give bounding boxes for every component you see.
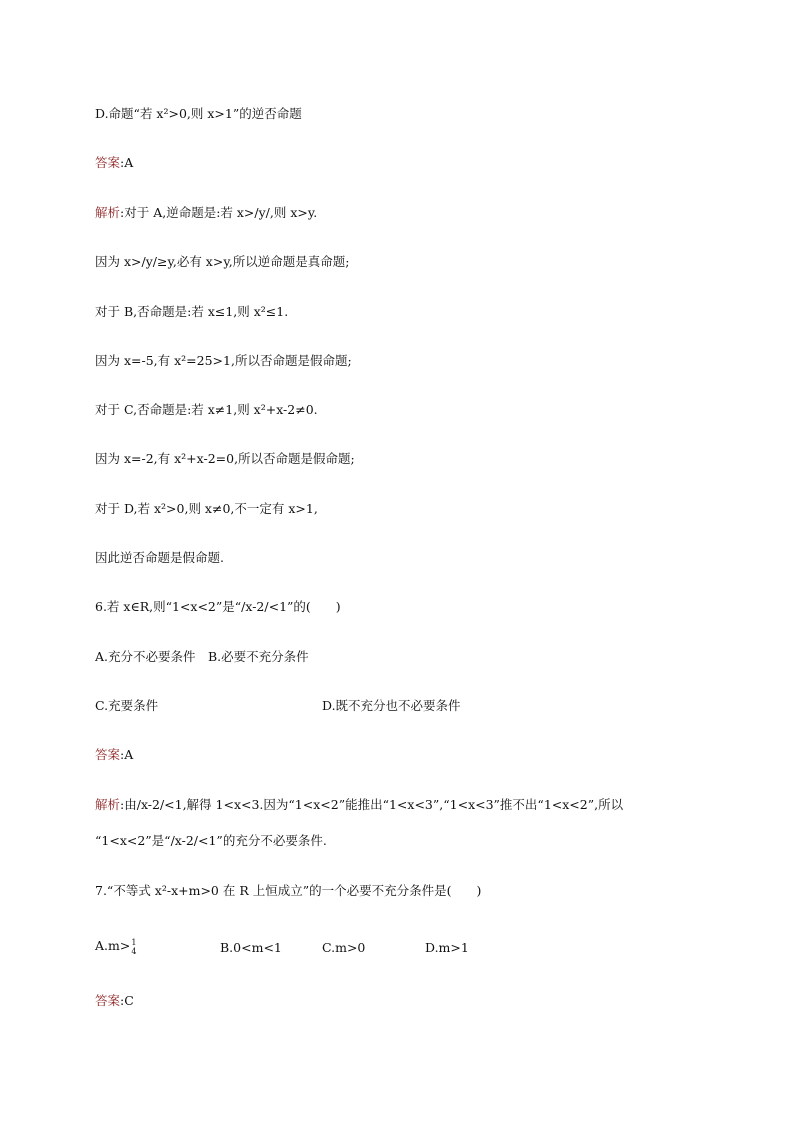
answer-value: A bbox=[124, 747, 134, 762]
analysis-label: 解析 bbox=[95, 797, 121, 812]
q7-option-d: D.m>1 bbox=[425, 940, 469, 955]
answer-line: 答案:A bbox=[95, 747, 134, 762]
question-7: 7.“不等式 x²-x+m>0 在 R 上恒成立”的一个必要不充分条件是( ) bbox=[95, 883, 482, 898]
question-6: 6.若 x∈R,则“1<x<2”是“/x-2/<1”的( ) bbox=[95, 599, 341, 614]
text-line: 因为 x=-2,有 x²+x-2=0,所以否命题是假命题; bbox=[95, 451, 355, 466]
text-line: 对于 B,否命题是:若 x≤1,则 x²≤1. bbox=[95, 304, 289, 319]
text-line: 因此逆否命题是假命题. bbox=[95, 550, 224, 565]
text-line: “1<x<2”是“/x-2/<1”的充分不必要条件. bbox=[95, 833, 327, 848]
answer-value: A bbox=[124, 155, 134, 170]
answer-line: 答案:C bbox=[95, 993, 134, 1008]
q6-option-d: D.既不充分也不必要条件 bbox=[322, 698, 461, 713]
analysis-line bbox=[95, 796, 623, 814]
fraction bbox=[131, 938, 136, 956]
q6-option-c: C.充要条件 bbox=[95, 698, 159, 713]
analysis-text: :由/x-2/<1,解得 1<x<3.因为“1<x<2”能推出“1<x<3”,“1<x<3”推不出“1<x<2”,所以 bbox=[120, 797, 624, 812]
analysis-label: 解析 bbox=[95, 205, 121, 220]
q7-option-a-prefix: A.m> bbox=[95, 938, 131, 953]
answer-line: 答案:A bbox=[95, 155, 134, 170]
analysis-line bbox=[95, 204, 317, 222]
option-d-text: D.命题“若 x²>0,则 x>1”的逆否命题 bbox=[95, 106, 302, 121]
q7-option-b: B.0<m<1 bbox=[220, 940, 282, 955]
q6-options-ab: A.充分不必要条件 B.必要不充分条件 bbox=[95, 649, 309, 664]
answer-label: 答案 bbox=[95, 993, 121, 1008]
q7-option-a bbox=[95, 937, 136, 956]
text-line: 对于 D,若 x²>0,则 x≠0,不一定有 x>1, bbox=[95, 501, 318, 516]
answer-label: 答案 bbox=[95, 155, 121, 170]
answer-label: 答案 bbox=[95, 747, 121, 762]
fraction-numerator: 1 bbox=[131, 937, 137, 947]
text-line: 对于 C,否命题是:若 x≠1,则 x²+x-2≠0. bbox=[95, 402, 318, 417]
answer-value: C bbox=[124, 993, 134, 1008]
text-line: 因为 x>/y/≥y,必有 x>y,所以逆命题是真命题; bbox=[95, 254, 350, 269]
analysis-text: :对于 A,逆命题是:若 x>/y/,则 x>y. bbox=[120, 205, 318, 220]
text-line: 因为 x=-5,有 x²=25>1,所以否命题是假命题; bbox=[95, 353, 352, 368]
fraction-denominator: 4 bbox=[131, 946, 137, 956]
q7-option-c: C.m>0 bbox=[322, 940, 366, 955]
